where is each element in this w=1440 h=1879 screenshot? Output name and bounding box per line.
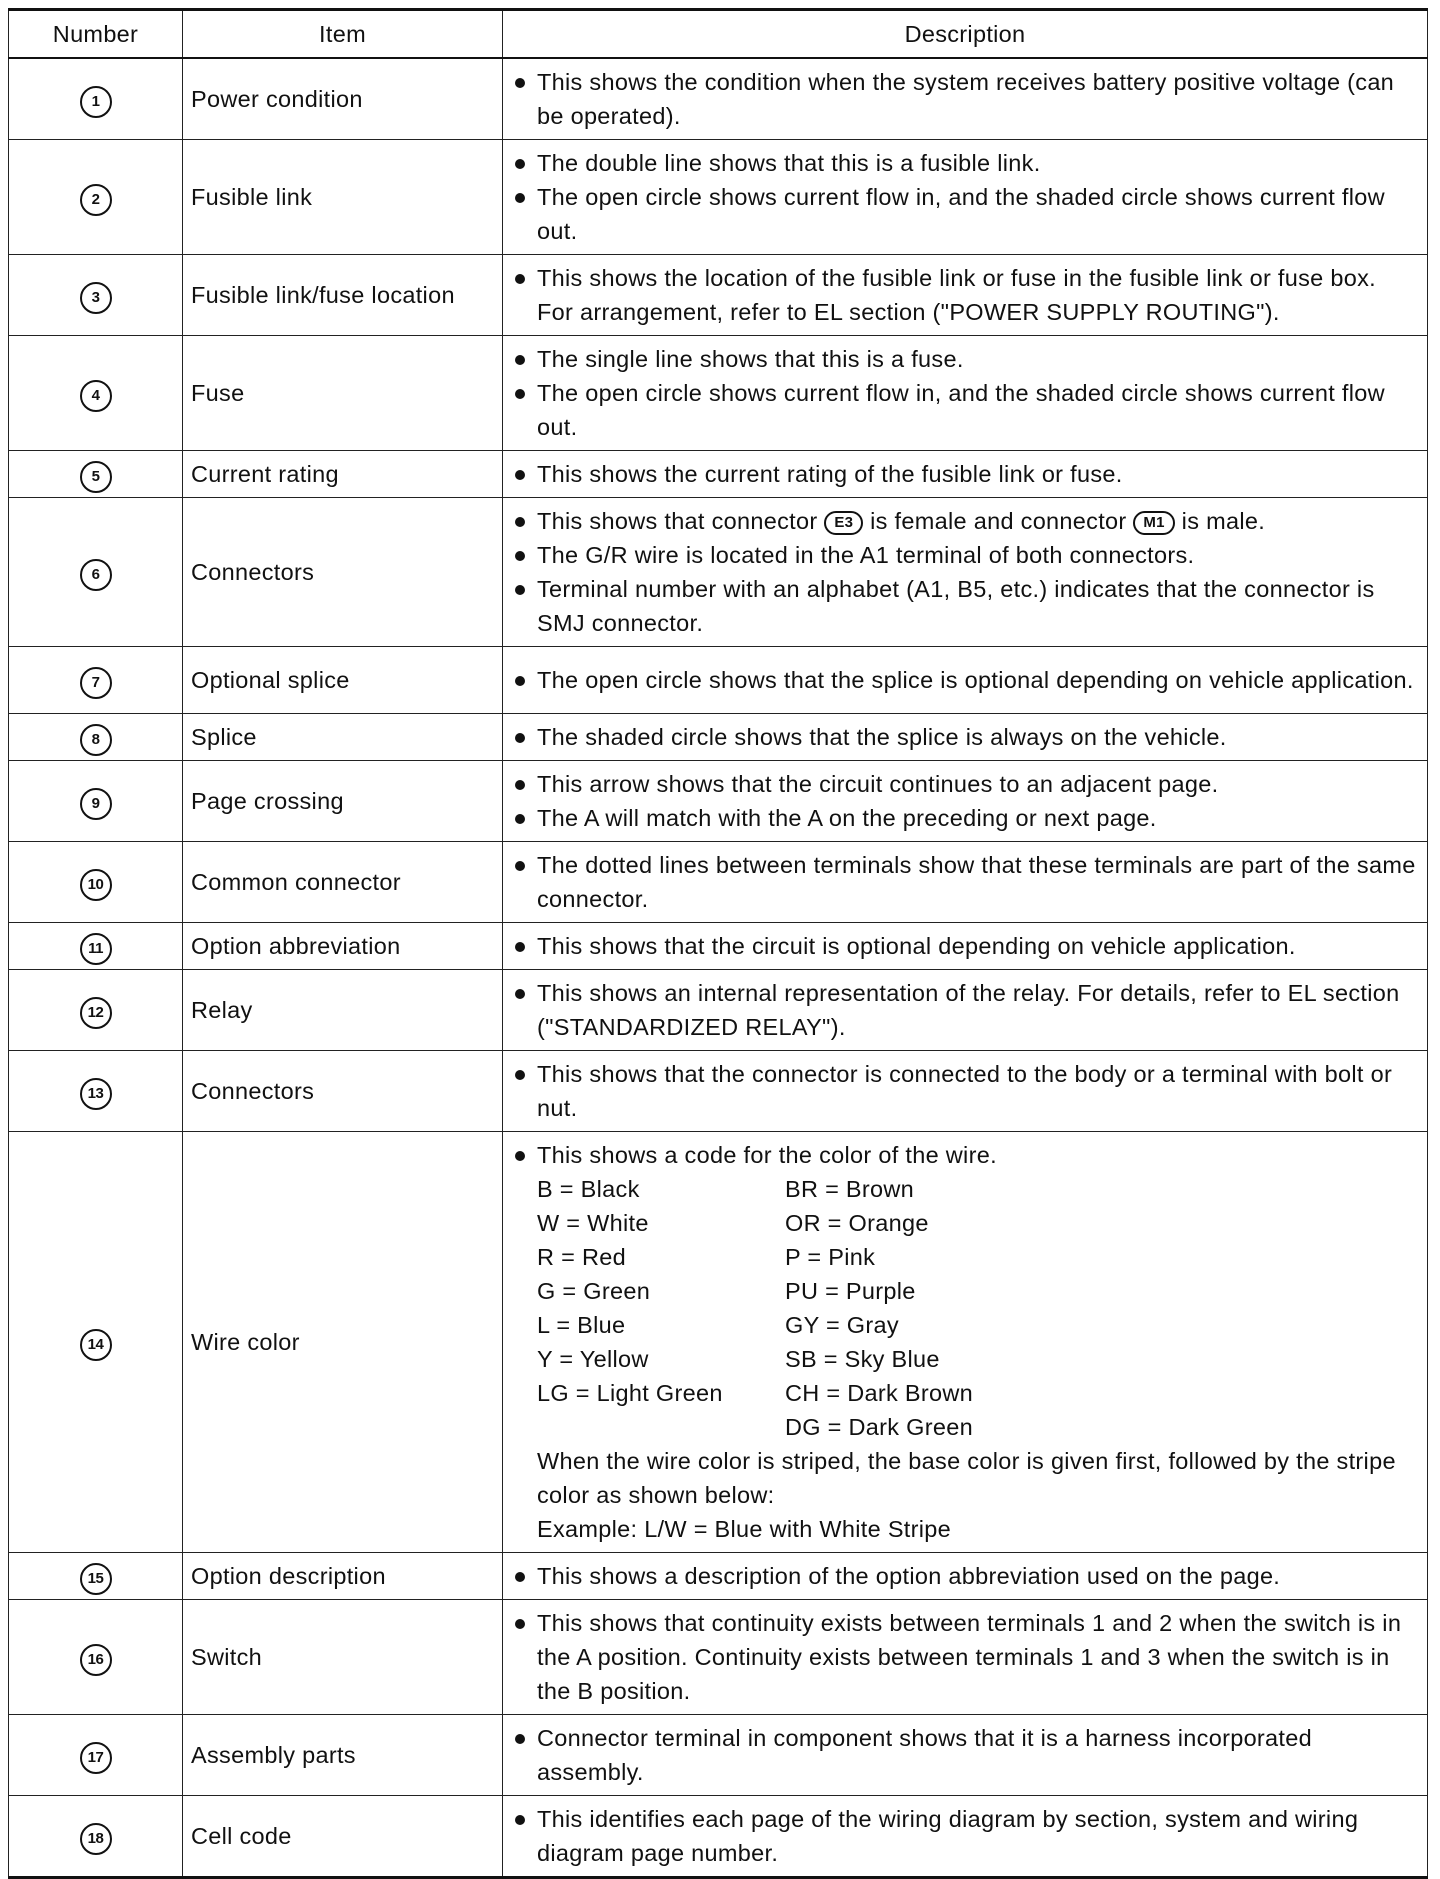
table-row	[9, 970, 1428, 1051]
header-description: Description	[503, 10, 1428, 59]
row-number-cell	[9, 1796, 183, 1878]
description-bullet: The open circle shows current flow in, and the shaded circle shows current flow out.	[509, 376, 1417, 444]
circled-number: 3	[80, 282, 112, 314]
row-description	[503, 336, 1428, 451]
row-number-cell	[9, 336, 183, 451]
row-item-label: Option description	[183, 1553, 503, 1600]
table-body	[9, 58, 1428, 1878]
color-code-right: GY = Gray	[785, 1312, 899, 1338]
row-number-cell	[9, 1715, 183, 1796]
row-item-label: Wire color	[183, 1132, 503, 1553]
circled-number: 2	[80, 184, 112, 216]
description-list	[509, 767, 1417, 835]
header-number: Number	[9, 10, 183, 59]
table-row	[9, 647, 1428, 714]
description-bullet: Terminal number with an alphabet (A1, B5, etc.) indicates that the connector is SMJ connector.	[509, 572, 1417, 640]
description-list	[509, 976, 1417, 1044]
color-code-right: PU = Purple	[785, 1278, 916, 1304]
table-row	[9, 336, 1428, 451]
description-bullet: The G/R wire is located in the A1 terminal of both connectors.	[509, 538, 1417, 572]
circled-number: 16	[80, 1644, 112, 1676]
description-bullet: The single line shows that this is a fuse.	[509, 342, 1417, 376]
color-code-left: LG = Light Green	[537, 1380, 723, 1406]
row-number-cell	[9, 451, 183, 498]
connector-text: is female and connector	[870, 508, 1127, 534]
row-number-cell	[9, 58, 183, 140]
circled-number: 18	[80, 1823, 112, 1855]
row-item-label: Assembly parts	[183, 1715, 503, 1796]
circled-number: 15	[80, 1563, 112, 1595]
description-bullet: This shows the location of the fusible link or fuse in the fusible link or fuse box. For arrangement, refer to EL section ("POWER SUPPLY ROUTING").	[509, 261, 1417, 329]
row-item-label: Common connector	[183, 842, 503, 923]
row-number-cell	[9, 842, 183, 923]
description-bullet: The shaded circle shows that the splice is always on the vehicle.	[509, 720, 1417, 754]
description-list	[509, 65, 1417, 133]
circled-number: 5	[80, 461, 112, 493]
color-code-left	[537, 1410, 785, 1444]
connector-symbol-m1: M1	[1133, 511, 1174, 535]
row-description	[503, 1796, 1428, 1878]
description-bullet: This shows a code for the color of the wire.	[509, 1138, 1417, 1172]
color-code-right: OR = Orange	[785, 1210, 929, 1236]
description-list	[509, 457, 1417, 491]
color-code-right: CH = Dark Brown	[785, 1380, 973, 1406]
table-row	[9, 1132, 1428, 1553]
row-item-label: Fusible link	[183, 140, 503, 255]
row-number-cell	[9, 714, 183, 761]
row-item-label: Splice	[183, 714, 503, 761]
description-bullet: The open circle shows that the splice is optional depending on vehicle application.	[509, 663, 1417, 697]
color-code-right: DG = Dark Green	[785, 1414, 973, 1440]
row-number-cell	[9, 647, 183, 714]
table-row	[9, 842, 1428, 923]
row-description	[503, 647, 1428, 714]
circled-number: 14	[80, 1329, 112, 1361]
row-description	[503, 761, 1428, 842]
description-bullet: Connector terminal in component shows that it is a harness incorporated assembly.	[509, 1721, 1417, 1789]
row-number-cell	[9, 255, 183, 336]
connector-symbol-e3: E3	[824, 511, 863, 535]
row-description	[503, 1132, 1428, 1553]
table-row	[9, 451, 1428, 498]
row-item-label: Current rating	[183, 451, 503, 498]
description-bullet: This arrow shows that the circuit continues to an adjacent page.	[509, 767, 1417, 801]
row-item-label: Relay	[183, 970, 503, 1051]
description-list	[509, 929, 1417, 963]
table-row	[9, 58, 1428, 140]
row-number-cell	[9, 498, 183, 647]
circled-number: 17	[80, 1742, 112, 1774]
circled-number: 12	[80, 997, 112, 1029]
row-number-cell	[9, 761, 183, 842]
connector-text: is male.	[1181, 508, 1266, 534]
color-code-right: BR = Brown	[785, 1176, 915, 1202]
color-code-left: W = White	[537, 1210, 649, 1236]
table-row	[9, 140, 1428, 255]
row-number-cell	[9, 970, 183, 1051]
row-item-label: Connectors	[183, 1051, 503, 1132]
row-item-label: Cell code	[183, 1796, 503, 1878]
circled-number: 1	[80, 86, 112, 118]
description-list	[509, 720, 1417, 754]
description-list	[509, 1559, 1417, 1593]
table-row	[9, 1553, 1428, 1600]
description-list	[509, 261, 1417, 329]
circled-number: 8	[80, 724, 112, 756]
row-description	[503, 1051, 1428, 1132]
row-number-cell	[9, 1051, 183, 1132]
description-bullet: This shows that continuity exists between terminals 1 and 2 when the switch is in the A position. Continuity exists between terminals 1 and 3 when the switch is in the B position.	[509, 1606, 1417, 1708]
row-description	[503, 923, 1428, 970]
table-row	[9, 1051, 1428, 1132]
circled-number: 13	[80, 1078, 112, 1110]
table-row	[9, 714, 1428, 761]
description-bullet: The A will match with the A on the preceding or next page.	[509, 801, 1417, 835]
row-item-label: Connectors	[183, 498, 503, 647]
description-bullet: The double line shows that this is a fusible link.	[509, 146, 1417, 180]
row-item-label: Fusible link/fuse location	[183, 255, 503, 336]
circled-number: 10	[80, 869, 112, 901]
description-list	[509, 504, 1417, 640]
row-description	[503, 1600, 1428, 1715]
circled-number: 11	[80, 933, 112, 965]
description-bullet: This shows a description of the option abbreviation used on the page.	[509, 1559, 1417, 1593]
row-item-label: Power condition	[183, 58, 503, 140]
stripe-note: When the wire color is striped, the base color is given first, followed by the stripe color as shown below:	[537, 1448, 1396, 1508]
circled-number: 6	[80, 559, 112, 591]
description-list	[509, 1057, 1417, 1125]
row-description	[503, 970, 1428, 1051]
row-description	[503, 255, 1428, 336]
wiring-legend-table	[8, 8, 1428, 1879]
color-code-right: SB = Sky Blue	[785, 1346, 940, 1372]
description-list	[509, 1802, 1417, 1870]
row-item-label: Optional splice	[183, 647, 503, 714]
table-row	[9, 761, 1428, 842]
table-row	[9, 255, 1428, 336]
description-bullet: This shows that the circuit is optional depending on vehicle application.	[509, 929, 1417, 963]
row-number-cell	[9, 140, 183, 255]
row-description	[503, 451, 1428, 498]
color-code-left: B = Black	[537, 1176, 640, 1202]
row-description	[503, 58, 1428, 140]
description-bullet: This shows the current rating of the fusible link or fuse.	[509, 457, 1417, 491]
circled-number: 9	[80, 788, 112, 820]
header-row	[9, 10, 1428, 59]
description-bullet: This identifies each page of the wiring diagram by section, system and wiring diagram page number.	[509, 1802, 1417, 1870]
row-description	[503, 498, 1428, 647]
row-description	[503, 140, 1428, 255]
color-code-left: G = Green	[537, 1278, 651, 1304]
row-description	[503, 842, 1428, 923]
table-row	[9, 1715, 1428, 1796]
row-description	[503, 1715, 1428, 1796]
circled-number: 7	[80, 667, 112, 699]
table-row	[9, 1796, 1428, 1878]
row-item-label: Page crossing	[183, 761, 503, 842]
connector-text: This shows that connector	[537, 508, 818, 534]
description-bullet: This shows the condition when the system receives battery positive voltage (can be operated).	[509, 65, 1417, 133]
row-number-cell	[9, 1553, 183, 1600]
description-list	[509, 663, 1417, 697]
description-list	[509, 342, 1417, 444]
description-list	[509, 1138, 1417, 1172]
description-bullet	[509, 504, 1417, 538]
row-number-cell	[9, 1132, 183, 1553]
row-item-label: Switch	[183, 1600, 503, 1715]
row-number-cell	[9, 923, 183, 970]
description-bullet: This shows an internal representation of the relay. For details, refer to EL section ("STANDARDIZED RELAY").	[509, 976, 1417, 1044]
description-bullet: This shows that the connector is connected to the body or a terminal with bolt or nut.	[509, 1057, 1417, 1125]
description-list	[509, 848, 1417, 916]
table-row	[9, 923, 1428, 970]
description-list	[509, 146, 1417, 248]
row-item-label: Option abbreviation	[183, 923, 503, 970]
row-description	[503, 714, 1428, 761]
row-item-label: Fuse	[183, 336, 503, 451]
description-bullet: The open circle shows current flow in, and the shaded circle shows current flow out.	[509, 180, 1417, 248]
table-row	[9, 498, 1428, 647]
color-code-left: L = Blue	[537, 1312, 626, 1338]
header-item: Item	[183, 10, 503, 59]
color-code-left: R = Red	[537, 1244, 626, 1270]
color-code-right: P = Pink	[785, 1244, 876, 1270]
wire-color-codes	[509, 1172, 1417, 1444]
description-bullet: The dotted lines between terminals show that these terminals are part of the same connector.	[509, 848, 1417, 916]
stripe-example: Example: L/W = Blue with White Stripe	[537, 1516, 952, 1542]
color-code-left: Y = Yellow	[537, 1346, 649, 1372]
circled-number: 4	[80, 380, 112, 412]
description-list	[509, 1721, 1417, 1789]
row-description	[503, 1553, 1428, 1600]
description-list	[509, 1606, 1417, 1708]
row-number-cell	[9, 1600, 183, 1715]
table-row	[9, 1600, 1428, 1715]
